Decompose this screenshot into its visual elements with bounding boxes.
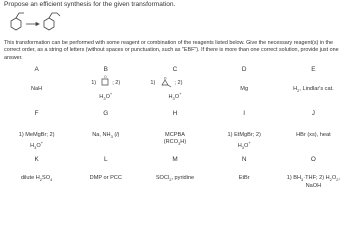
reagent-cell-m — [140, 154, 209, 196]
start-ring — [11, 18, 21, 30]
reagent-text: EtBr — [238, 175, 250, 181]
reagent-letter: M — [172, 156, 178, 163]
reagent-letter: C — [172, 66, 178, 73]
reagent-cell-c: C 1) O ; 2) $H_3O^+$ — [140, 66, 209, 108]
reagent-text: 1) EtMgBr; 2) — [227, 132, 261, 138]
reagent-cell-l — [71, 154, 140, 196]
oxetane-structure-icon — [99, 75, 111, 89]
product-ring — [44, 18, 54, 30]
reagent-letter: K — [34, 156, 39, 163]
reagent-letter: B — [103, 66, 108, 73]
reaction-scheme — [6, 10, 62, 36]
reagent-letter: D — [241, 66, 247, 73]
reagent-cell-j — [279, 110, 348, 152]
reagent-text: Mg — [240, 86, 249, 92]
instructions-text: This transformation can be performed with some reagent or combination of the reagents listed below. Give the necessary reagent(s) in the correct order, as a string of letters (without spaces or punctuation, such as "EBF"). If there is more than one correct solution, provide just one answer. — [4, 40, 339, 61]
reagent-text: NaOH — [305, 183, 322, 190]
reagent-cell-b: B 1) O ; 2) $H_3O^+$ — [71, 66, 140, 108]
reagent-cell-k — [2, 154, 71, 196]
reagent-cell-n — [210, 154, 279, 196]
reagent-letter: O — [310, 156, 316, 163]
epoxide-structure-icon — [158, 75, 172, 89]
reagent-letter: A — [34, 66, 39, 73]
svg-text:O: O — [164, 76, 167, 81]
reagent-cell-g — [71, 110, 140, 152]
reagent-text: 1) MeMgBr; 2) — [18, 132, 55, 138]
reagent-text: NaH — [30, 86, 43, 92]
reagent-text: SOCl$_2$, pyridine — [155, 175, 195, 183]
reagent-text: $H_2$, Lindlar's cat. — [293, 86, 334, 94]
reagent-letter: E — [311, 66, 316, 73]
reagent-cell-i — [210, 110, 279, 152]
reagent-text: $H_3O^+$ — [30, 140, 44, 150]
reagent-letter: J — [311, 110, 315, 117]
reagent-letter: L — [104, 156, 108, 163]
reagent-text: Na, $NH_3$ (l) — [92, 132, 120, 140]
reagent-letter: N — [241, 156, 247, 163]
reagent-text: DMP or PCC — [89, 175, 122, 181]
reagent-text: $H_3O^+$ — [168, 91, 182, 101]
reagent-text: dilute $H_2SO_4$ — [20, 175, 53, 183]
question-title: Propose an efficient synthesis for the given transformation. — [4, 1, 176, 8]
reagent-text: $(RCO_3H)$ — [163, 139, 187, 147]
reagent-cell-h — [140, 110, 209, 152]
svg-text:O: O — [104, 75, 107, 80]
reagent-letter: H — [172, 110, 178, 117]
reagent-cell-f — [2, 110, 71, 152]
reagent-text: 1) $BH_3\cdot THF$; 2) $H_2O_2$, — [286, 175, 341, 183]
reagent-letter: F — [34, 110, 39, 117]
reagent-cell-e — [279, 66, 348, 108]
reagent-text: $H_3O^+$ — [99, 91, 113, 101]
reagent-grid — [2, 66, 348, 216]
reagent-letter: G — [103, 110, 109, 117]
reagent-cell-o — [279, 154, 348, 196]
reagent-text: HBr (xs), heat — [296, 132, 331, 138]
reaction-arrow — [26, 23, 39, 26]
reagent-text: MCPBA — [165, 132, 185, 138]
reagent-cell-d — [210, 66, 279, 108]
reagent-text: $H_3O^+$ — [237, 140, 251, 150]
reagent-letter: I — [243, 110, 246, 117]
reagent-cell-a — [2, 66, 71, 108]
